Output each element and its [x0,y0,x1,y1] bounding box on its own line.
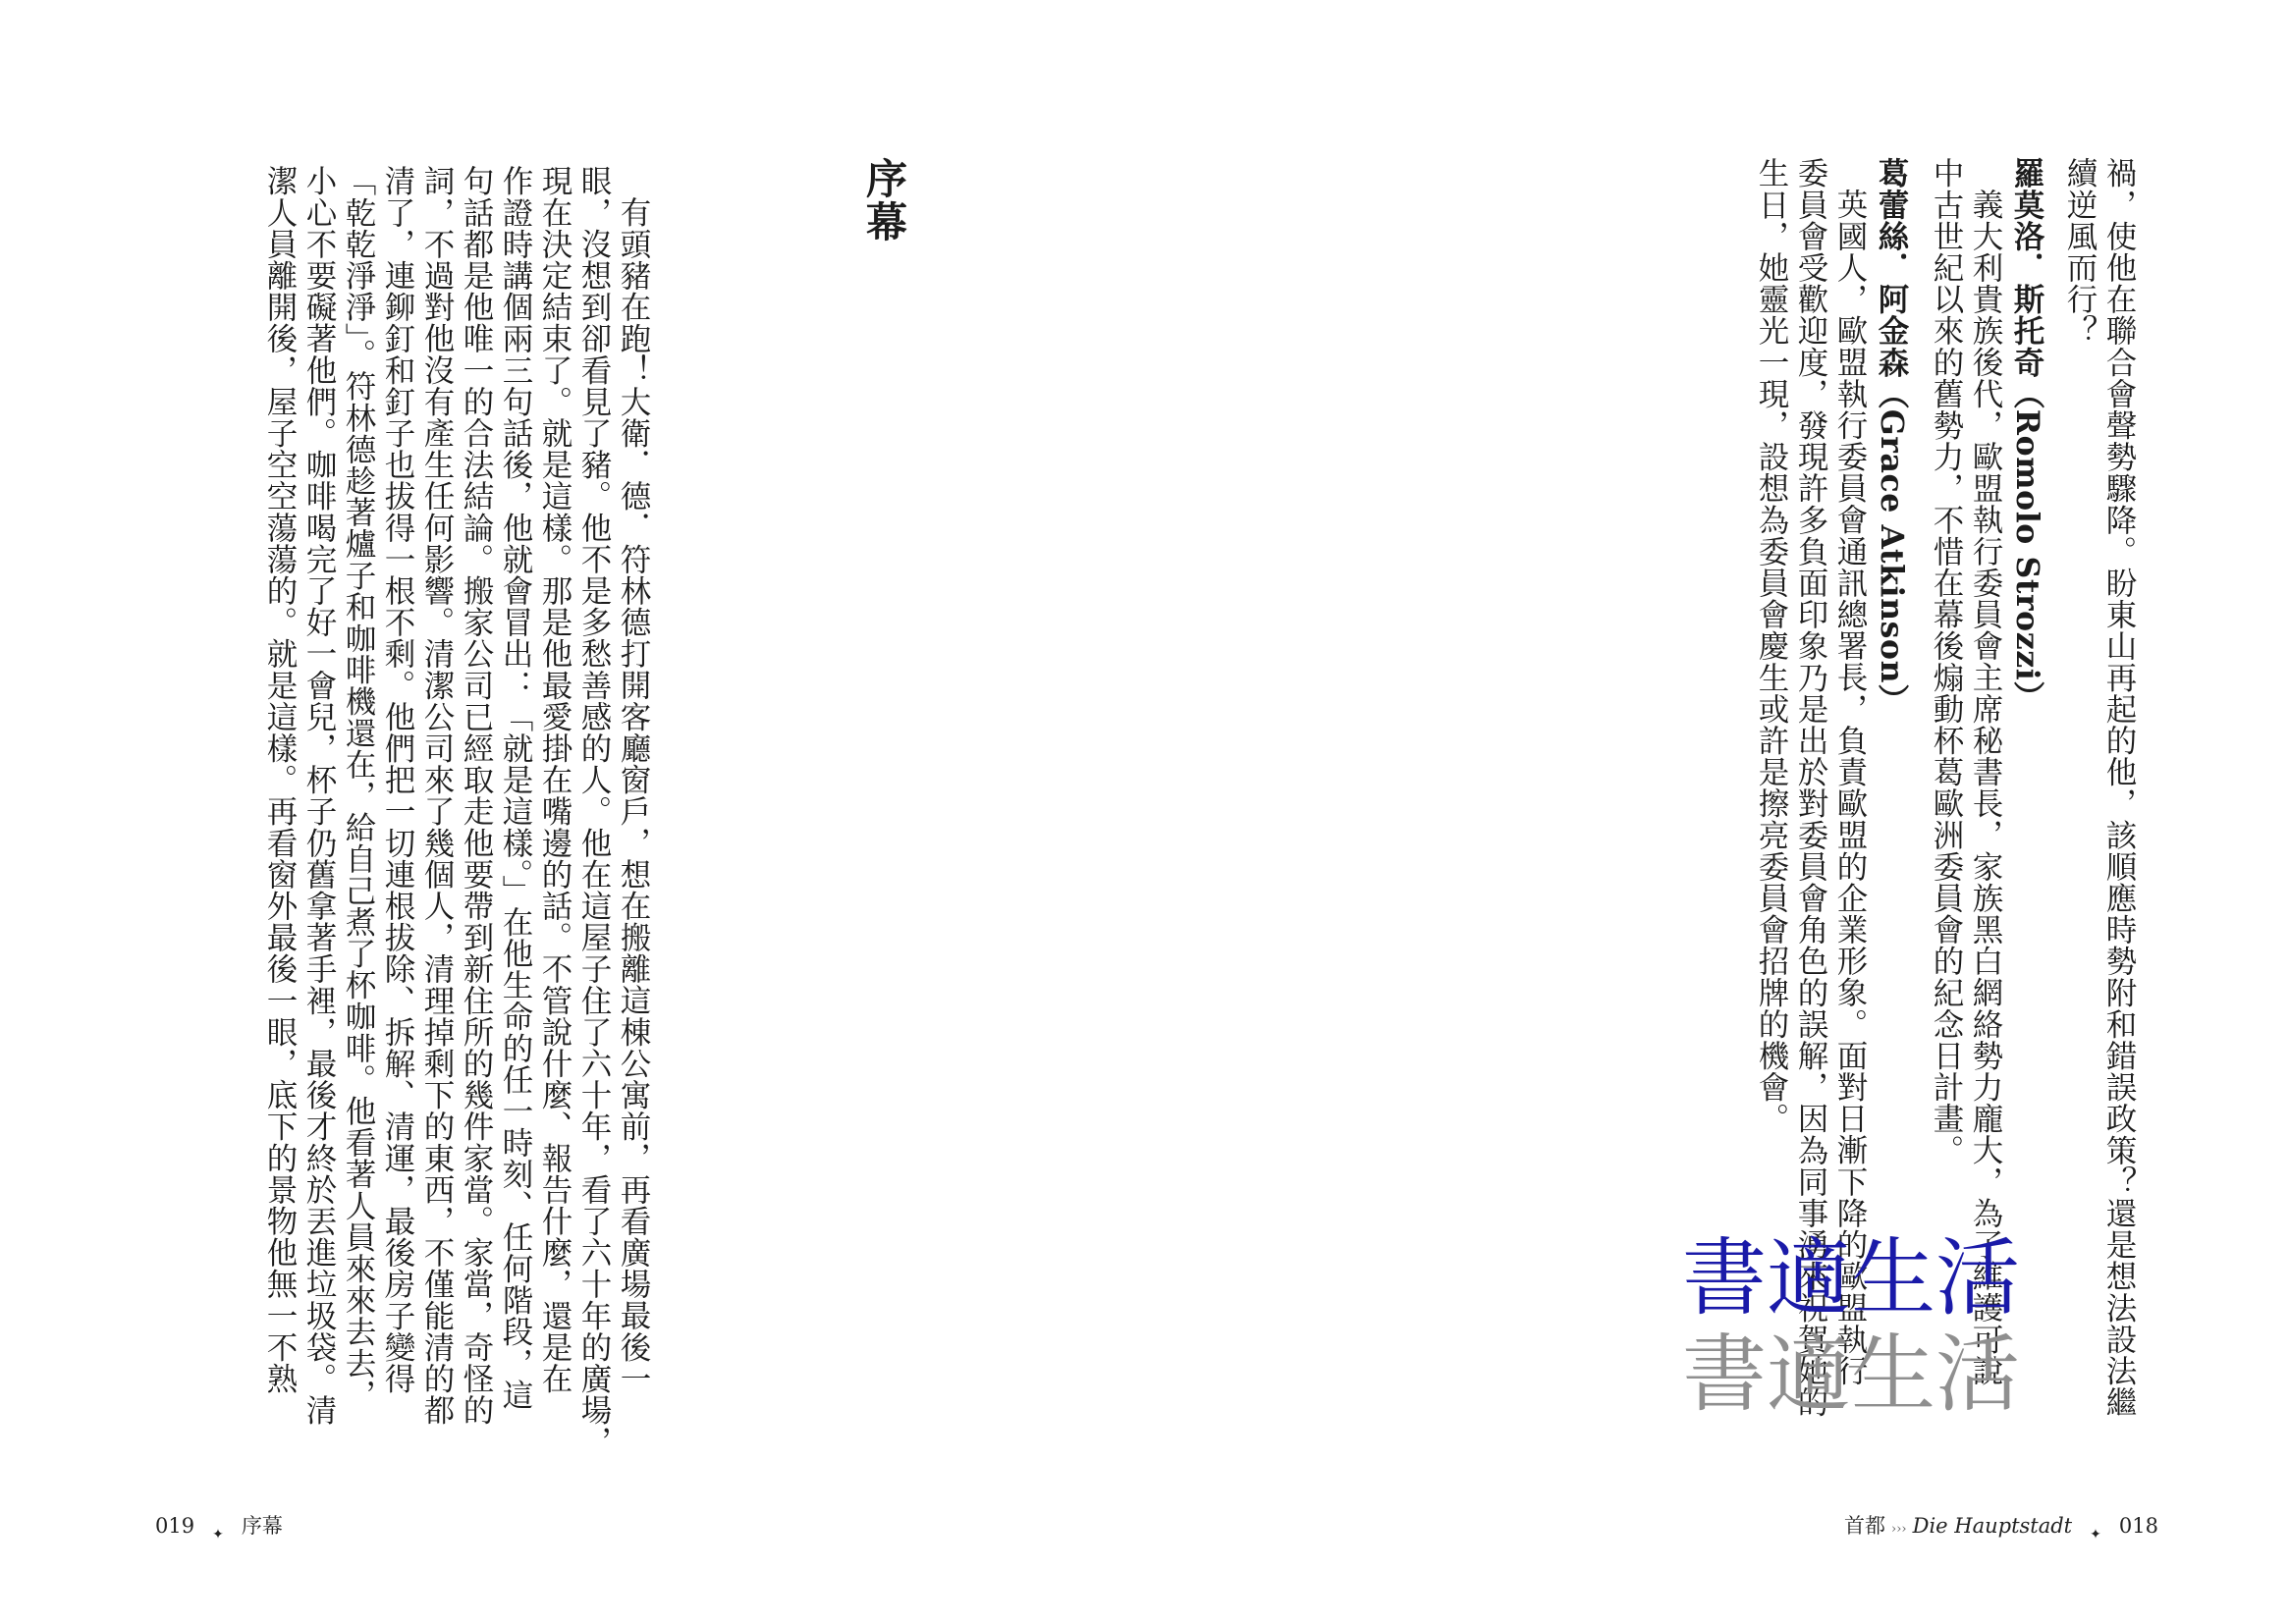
body-column-2: 眼，沒想到卻看見了豬。他不是多愁善感的人。他在這屋子住了六十年，看了六十年的廣場， [576,165,612,1458]
body-column-7: 清了，連鉚釘和釘子也拔得一根不剩。他們把一切連根拔除、拆解、清運，最後房子變得 [380,165,415,1394]
book-subtitle: Die Hauptstadt [1912,1514,2073,1538]
entry-heading-strozzi: 羅莫洛．斯托奇（Romolo Strozzi） [2009,157,2045,713]
watermark-blue: 書適生活 [1682,1229,2020,1327]
body-column-1: 有頭豬在跑！大衛．德．符林德打開客廳窗戶，想在搬離這棟公寓前，再看廣場最後一 [616,196,651,1394]
entry-strozzi-column-1: 義大利貴族後代，歐盟執行委員會主席秘書長，家族黑白網絡勢力龐大，為了維護可說 [1968,189,2003,1386]
chevrons-icon: ››› [1891,1522,1907,1537]
entry-atkinson-column-1: 英國人，歐盟執行委員會通訊總署長，負責歐盟的企業形象。面對日漸下降的歐盟執行 [1832,189,1868,1386]
intro-column-2: 續逆風而行？ [2062,157,2098,347]
body-column-6: 詞，不過對他沒有產生任何影響。清潔公司來了幾個人，清理掉剩下的東西，不僅能清的都 [419,165,455,1426]
body-column-4: 作證時講個兩三句話後，他就會冒出：「就是這樣。」在他生命的任一時刻、任何階段，這 [498,165,533,1411]
entry-atkinson-column-2: 委員會受歡迎度，發現許多負面印象乃是出於對委員會角色的誤解，因為同事湧來祝賀她的 [1793,157,1828,1418]
entry-atkinson-column-3: 生日，她靈光一現，設想為委員會慶生或許是擦亮委員會招牌的機會。 [1754,157,1789,1135]
body-column-3: 現在決定結束了。就是這樣。那是他最愛掛在嘴邊的話。不管說什麼、報告什麼，還是在 [537,165,572,1394]
intro-column-1: 禍，使他在聯合會聲勢驟降。盼東山再起的他，該順應時勢附和錯誤政策？還是想法設法繼 [2101,157,2137,1418]
diamond-ornament-icon: ✦ [212,1527,224,1543]
right-footer [1844,1510,2158,1543]
body-column-10: 潔人員離開後，屋子空空蕩蕩的。就是這樣。再看窗外最後一眼，底下的景物他無一不熟 [262,165,298,1394]
entry-strozzi-column-2: 中古世紀以來的舊勢力，不惜在幕後煽動杯葛歐洲委員會的紀念日計畫。 [1929,157,1964,1166]
left-footer [155,1510,283,1543]
body-column-9: 小心不要礙著他們。咖啡喝完了好一會兒，杯子仍舊拿著手裡，最後才終於丟進垃圾袋。清 [301,165,337,1426]
diamond-ornament-icon: ✦ [2090,1527,2101,1543]
page-number: 018 [2118,1514,2158,1538]
book-title: 首都 [1844,1514,1885,1538]
watermark-gray: 書適生活 [1682,1326,2020,1424]
chapter-title: 序幕 [860,157,908,244]
footer-section: 序幕 [241,1514,283,1538]
entry-heading-atkinson: 葛蕾絲．阿金森（Grace Atkinson） [1874,157,1910,716]
body-column-8: 「乾乾淨淨」。符林德趁著爐子和咖啡機還在，給自己煮了杯咖啡。他看著人員來來去去， [341,165,376,1411]
body-column-5: 句話都是他唯一的合法結論。搬家公司已經取走他要帶到新住所的幾件家當。家當，奇怪的 [459,165,494,1426]
left-page [0,0,1144,1624]
page-number: 019 [155,1514,195,1538]
